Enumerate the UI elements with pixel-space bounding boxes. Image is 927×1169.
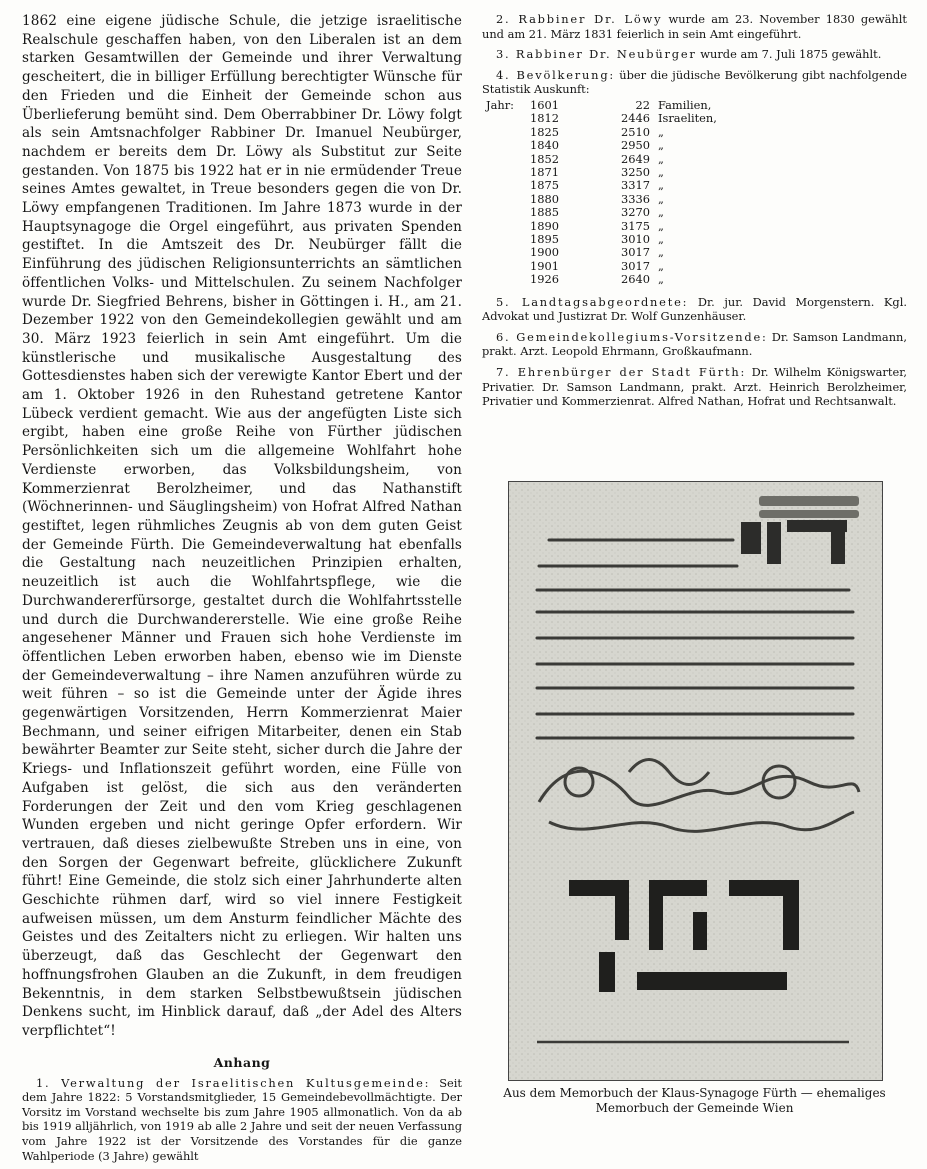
population-spacer xyxy=(486,126,530,139)
appendix-item-4 xyxy=(482,68,907,97)
population-row xyxy=(486,206,778,219)
left-column xyxy=(22,12,462,1169)
population-year: 1825 xyxy=(530,124,559,139)
population-row xyxy=(486,193,778,206)
right-column xyxy=(482,12,907,415)
population-year: 1840 xyxy=(530,138,559,153)
appendix-item-7-heading: 7. Ehrenbürger der Stadt Fürth: xyxy=(496,365,747,380)
population-row xyxy=(486,126,778,139)
population-row xyxy=(486,246,778,259)
population-value: 3017 xyxy=(621,245,650,260)
population-unit: „ xyxy=(658,205,664,220)
population-unit: „ xyxy=(658,272,664,287)
population-spacer xyxy=(486,246,530,259)
population-row xyxy=(486,139,778,152)
population-value: 3317 xyxy=(621,178,650,193)
manuscript-page-image xyxy=(509,482,882,1080)
appendix-item-5-heading: 5. Landtagsabgeordnete: xyxy=(496,294,689,309)
population-year-label: Jahr: xyxy=(486,97,514,112)
population-row xyxy=(486,112,778,125)
population-row xyxy=(486,179,778,192)
population-year: 1875 xyxy=(530,178,559,193)
appendix-item-3 xyxy=(482,47,907,62)
population-spacer xyxy=(486,233,530,246)
population-spacer xyxy=(486,166,530,179)
population-value: 3270 xyxy=(621,205,650,220)
appendix-item-5 xyxy=(482,295,907,324)
appendix-item-1-text: Seit dem Jahre 1822: 5 Vorstandsmitglieder, 15 Gemeindebevollmächtigte. Der Vorsitz im Vorstand wechselte bis zum Jahre 1905 allmonatlich. Von da ab bis 1919 alljährlich, von 1919 ab alle 2 Jahre und seit der neuen Verfassung vom Jahre 1922 ist der Vorsitzende des Vorstandes für die ganze Wahlperiode (3 Jahre) gewählt xyxy=(22,1075,462,1163)
population-value: 3250 xyxy=(621,165,650,179)
population-spacer xyxy=(486,273,530,286)
population-row xyxy=(486,260,778,273)
population-unit: „ xyxy=(658,151,664,166)
population-value: 3175 xyxy=(621,218,650,233)
population-spacer xyxy=(486,112,530,125)
appendix-item-3-text: wurde am 7. Juli 1875 gewählt. xyxy=(696,47,882,62)
population-year: 1601 xyxy=(530,97,559,112)
population-year: 1901 xyxy=(530,258,559,273)
population-value: 2950 xyxy=(621,138,650,153)
memorbuch-illustration xyxy=(508,481,883,1081)
appendix-title: Anhang xyxy=(213,1054,271,1070)
appendix-item-3-heading: 3. Rabbiner Dr. Neubürger xyxy=(496,47,697,62)
population-year: 1890 xyxy=(530,218,559,233)
main-body-text: 1862 eine eigene jüdische Schule, die jetzige israelitische Realschule geschaffen haben, von den Liberalen ist an dem starken Gesamtwillen der Gemeinde und ihrer Verwaltung gescheitert, die in billiger Erfüllung berechtigter Wünsche für den Frieden und die Einheit der Gemeinde schon aus Überlieferung bemüht sind. Dem Oberrabbiner Dr. Löwy folgt als sein Amtsnachfolger Rabbiner Dr. Imanuel Neubürger, nachdem er bereits dem Dr. Löwy als Substitut zur Seite gestanden. Von 1875 bis 1922 hat er in nie ermüdender Treue seines Amtes gewaltet, in Treue besonders gegen die von Dr. Löwy empfangenen Traditionen. Im Jahre 1873 wurde in der Hauptsynagoge die Orgel eingeführt, aus privaten Spenden gestiftet. In die Amtszeit des Dr. Neubürger fällt die Einführung des jüdischen Religionsunterrichts an sämtlichen öffentlichen Volks- und Mittelschulen. Zu seinem Nachfolger wurde Dr. Siegfried Behrens, bisher in Göttingen i. H., am 21. Dezember 1922 von den Gemeindekollegien gewählt und am 30. März 1923 feierlich in sein Amt eingeführt. Um die künstlerische und musikalische Ausgestaltung des Gottesdienstes haben sich der verewigte Kantor Ebert und der am 1. Oktober 1926 in den Ruhestand getretene Kantor Lübeck verdient gemacht. Wie aus der angefügten Liste sich ergibt, haben eine große Reihe von Fürther jüdischen Persönlichkeiten sich um die allgemeine Wohlfahrt hohe Verdienste erworben, das Volksbildungsheim, von Kommerzienrat Berolzheimer, und das Nathanstift (Wöchnerinnen- und Säuglingsheim) von Hofrat Alfred Nathan gestiftet, legen rühmliches Zeugnis ab von dem guten Geist der Gemeinde Fürth. Die Gemeindeverwaltung hat ebenfalls die Gestaltung nach neuzeitlichen Prinzipien erhalten, neuzeitlich ist auch die Wohlfahrtspflege, wie die Durchwandererfürsorge, gestaltet durch die Wohlfahrtsstelle und durch die Durchwandererstelle. Wie eine große Reihe angesehener Männer und Frauen sich hohe Verdienste im öffentlichen Leben erworben haben, ebenso wie im Dienste der Gemeindeverwaltung – ihre Namen anzuführen würde zu weit führen – so ist die Gemeinde unter der Ägide ihres gegenwärtigen Vorsitzenden, Herrn Kommerzienrat Maier Bechmann, und seiner eifrigen Mitarbeiter, denen ein Stab bewährter Beamter zur Seite steht, sicher durch die Jahre der Kriegs- und Inflationszeit geführt worden, eine Fülle von Aufgaben ist gelöst, die sich aus den veränderten Forderungen der Zeit und den vom Krieg geschlagenen Wunden ergeben und nicht geringe Opfer erfordern. Wir vertrauen, daß dieses zielbewußte Streben uns in eine, von den Sorgen der Gegenwart befreite, glücklichere Zukunft führt! Eine Gemeinde, die stolz sich einer Jahrhunderte alten Geschichte rühmen darf, wird so viel innere Festigkeit aufweisen müssen, um dem Ansturm feindlicher Mächte des Geistes und des Zeitalters nicht zu erliegen. Wir halten uns überzeugt, daß das Geschlecht der Gegenwart den hoffnungsfrohen Glauben an die Zukunft, in dem freudigen Bekenntnis, in dem starken Selbstbewußtsein jüdischen Denkens sucht, im Hinblick darauf, daß „der Adel des Alters verpflichtet“! xyxy=(22,13,462,1039)
population-year: 1926 xyxy=(530,272,559,287)
population-unit: „ xyxy=(658,178,664,193)
population-value: 2640 xyxy=(621,272,650,287)
population-year: 1871 xyxy=(530,165,559,179)
appendix-item-1 xyxy=(22,1076,462,1164)
appendix-item-2-text: wurde am 23. November 1830 gewählt und am 21. März 1831 feierlich in sein Amt eingeführt. xyxy=(482,12,907,41)
population-row xyxy=(486,233,778,246)
appendix-item-1-heading: 1. Verwaltung der Israelitischen Kultusgemeinde: xyxy=(36,1075,431,1090)
population-row xyxy=(486,153,778,166)
population-spacer xyxy=(486,260,530,273)
appendix-item-2-heading: 2. Rabbiner Dr. Löwy xyxy=(496,12,663,26)
appendix-item-2 xyxy=(482,12,907,41)
population-year: 1880 xyxy=(530,191,559,206)
population-unit: „ xyxy=(658,218,664,233)
population-spacer xyxy=(486,193,530,206)
population-table xyxy=(486,99,778,287)
appendix-item-7-text: Dr. Wilhelm Königswarter, Privatier. Dr. Samson Landmann, prakt. Arzt. Heinrich Berolzheimer, Privatier und Kommerzienrat. Alfred Nathan, Hofrat und Rechtsanwalt. xyxy=(482,365,908,409)
population-spacer xyxy=(486,220,530,233)
population-year: 1852 xyxy=(530,151,559,166)
population-spacer xyxy=(486,153,530,166)
appendix-item-7 xyxy=(482,365,907,409)
population-unit: „ xyxy=(658,124,664,139)
population-unit: „ xyxy=(658,258,664,273)
population-unit: „ xyxy=(658,138,664,153)
population-value: 3017 xyxy=(621,258,650,273)
population-spacer xyxy=(486,179,530,192)
population-value: 3336 xyxy=(621,191,650,206)
population-year: 1885 xyxy=(530,205,559,220)
figure-caption: Aus dem Memorbuch der Klaus-Synagoge Fürth — ehemaliges Memorbuch der Gemeinde Wien xyxy=(503,1086,886,1115)
population-value: 22 xyxy=(635,97,650,112)
population-unit: „ xyxy=(658,165,664,179)
appendix-item-6 xyxy=(482,330,907,359)
population-year: 1900 xyxy=(530,245,559,260)
population-spacer xyxy=(486,139,530,152)
population-year: 1895 xyxy=(530,232,559,247)
population-row xyxy=(486,220,778,233)
population-row xyxy=(486,99,778,112)
appendix-item-4-text: über die jüdische Bevölkerung gibt nachfolgende Statistik Auskunft: xyxy=(482,67,907,97)
appendix-item-6-text: Dr. Samson Landmann, prakt. Arzt. Leopold Ehrmann, Großkaufmann. xyxy=(482,329,907,359)
appendix-item-6-heading: 6. Gemeindekollegiums-Vorsitzende: xyxy=(496,329,768,344)
population-unit: Israeliten, xyxy=(658,111,717,126)
population-value: 2649 xyxy=(621,151,650,166)
population-unit: „ xyxy=(658,232,664,247)
population-year: 1812 xyxy=(530,111,559,126)
population-unit: Familien, xyxy=(658,97,712,112)
population-row xyxy=(486,166,778,179)
population-spacer xyxy=(486,206,530,219)
population-value: 2510 xyxy=(621,124,650,139)
population-value: 3010 xyxy=(621,232,650,247)
appendix-item-5-text: Dr. jur. David Morgenstern. Kgl. Advokat und Justizrat Dr. Wolf Gunzenhäuser. xyxy=(482,294,907,324)
appendix-item-4-heading: 4. Bevölkerung: xyxy=(496,67,616,82)
population-unit: „ xyxy=(658,245,664,260)
population-value: 2446 xyxy=(621,111,650,126)
population-unit: „ xyxy=(658,191,664,206)
population-row xyxy=(486,273,778,286)
